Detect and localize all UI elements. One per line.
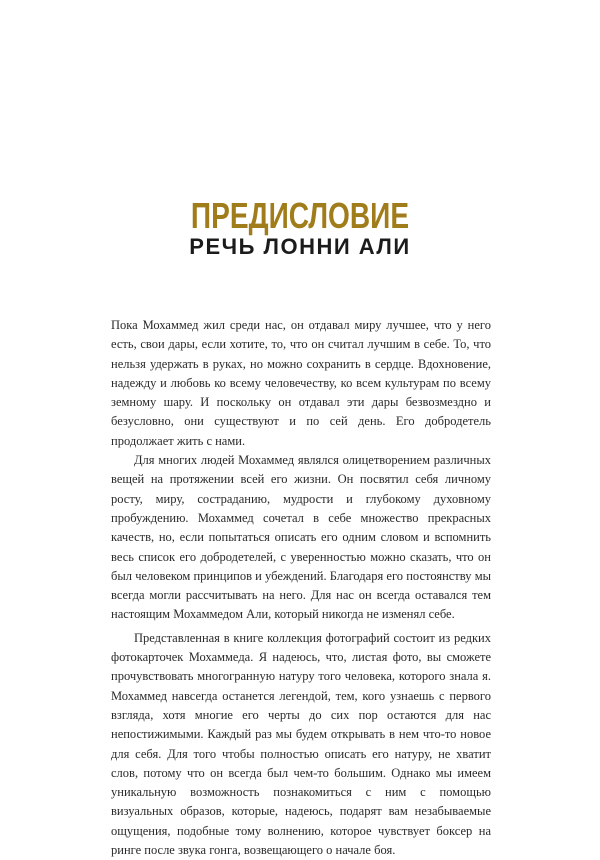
paragraph-3: Представленная в книге коллекция фотографий состоит из редких фотокарточек Мохаммеда. Я надеюсь, что, листая фото, вы сможете прочувствовать многогранную натуру того человека, которого знала я. Мохаммед навсегда останется легендой, тем, кого узнаешь с первого взгляда, хотя многие его черты до сих пор остаются для нас непостижимыми. Каждый раз мы будем открывать в нем что-то новое для себя. Для того чтобы полностью описать его натуру, не хватит слов, потому что он всегда был чем-то большим. Однако мы имеем уникальную возможность познакомиться с ним с помощью визуальных образов, которые, надеюсь, подарят вам незабываемые ощущения, подобные тому волнению, которое чувствует боксер на ринге после звука гонга, возвещающего о начале боя.	[111, 630, 491, 858]
paragraph-2: Для многих людей Мохаммед являлся олицетворением различных вещей на протяжении всей его жизни. Он посвятил себя личному росту, миру, состраданию, мудрости и глубокому духовному пробуждению. Мохаммед сочетал в себе множество прекрасных качеств, но, если попытаться описать его одним словом и вспомнить весь список его добродетелей, с уверенностью можно сказать, что он был человеком принципов и убеждений. Благодаря его постоянству мы всегда могли рассчитывать на него. Для нас он всегда оставался тем настоящим Мохаммедом Али, который никогда не изменял себе.	[111, 453, 491, 622]
page-subtitle: РЕЧЬ ЛОННИ АЛИ	[189, 234, 411, 259]
body-text	[111, 316, 491, 860]
paragraph-1: Пока Мохаммед жил среди нас, он отдавал миру лучшее, что у него есть, свои дары, если хотите, то, что он считал лучшим в себе. То, что нельзя удержать в руках, но можно сохранить в сердце. Вдохновение, надежду и любовь ко всему человечеству, ко всем культурам по всему земному шару. И поскольку он отдавал эти дары безвозмездно и безусловно, они существуют и по сей день. Его добродетель продолжает жить с нами.	[111, 318, 491, 448]
page-title: ПРЕДИСЛОВИЕ	[190, 195, 410, 236]
